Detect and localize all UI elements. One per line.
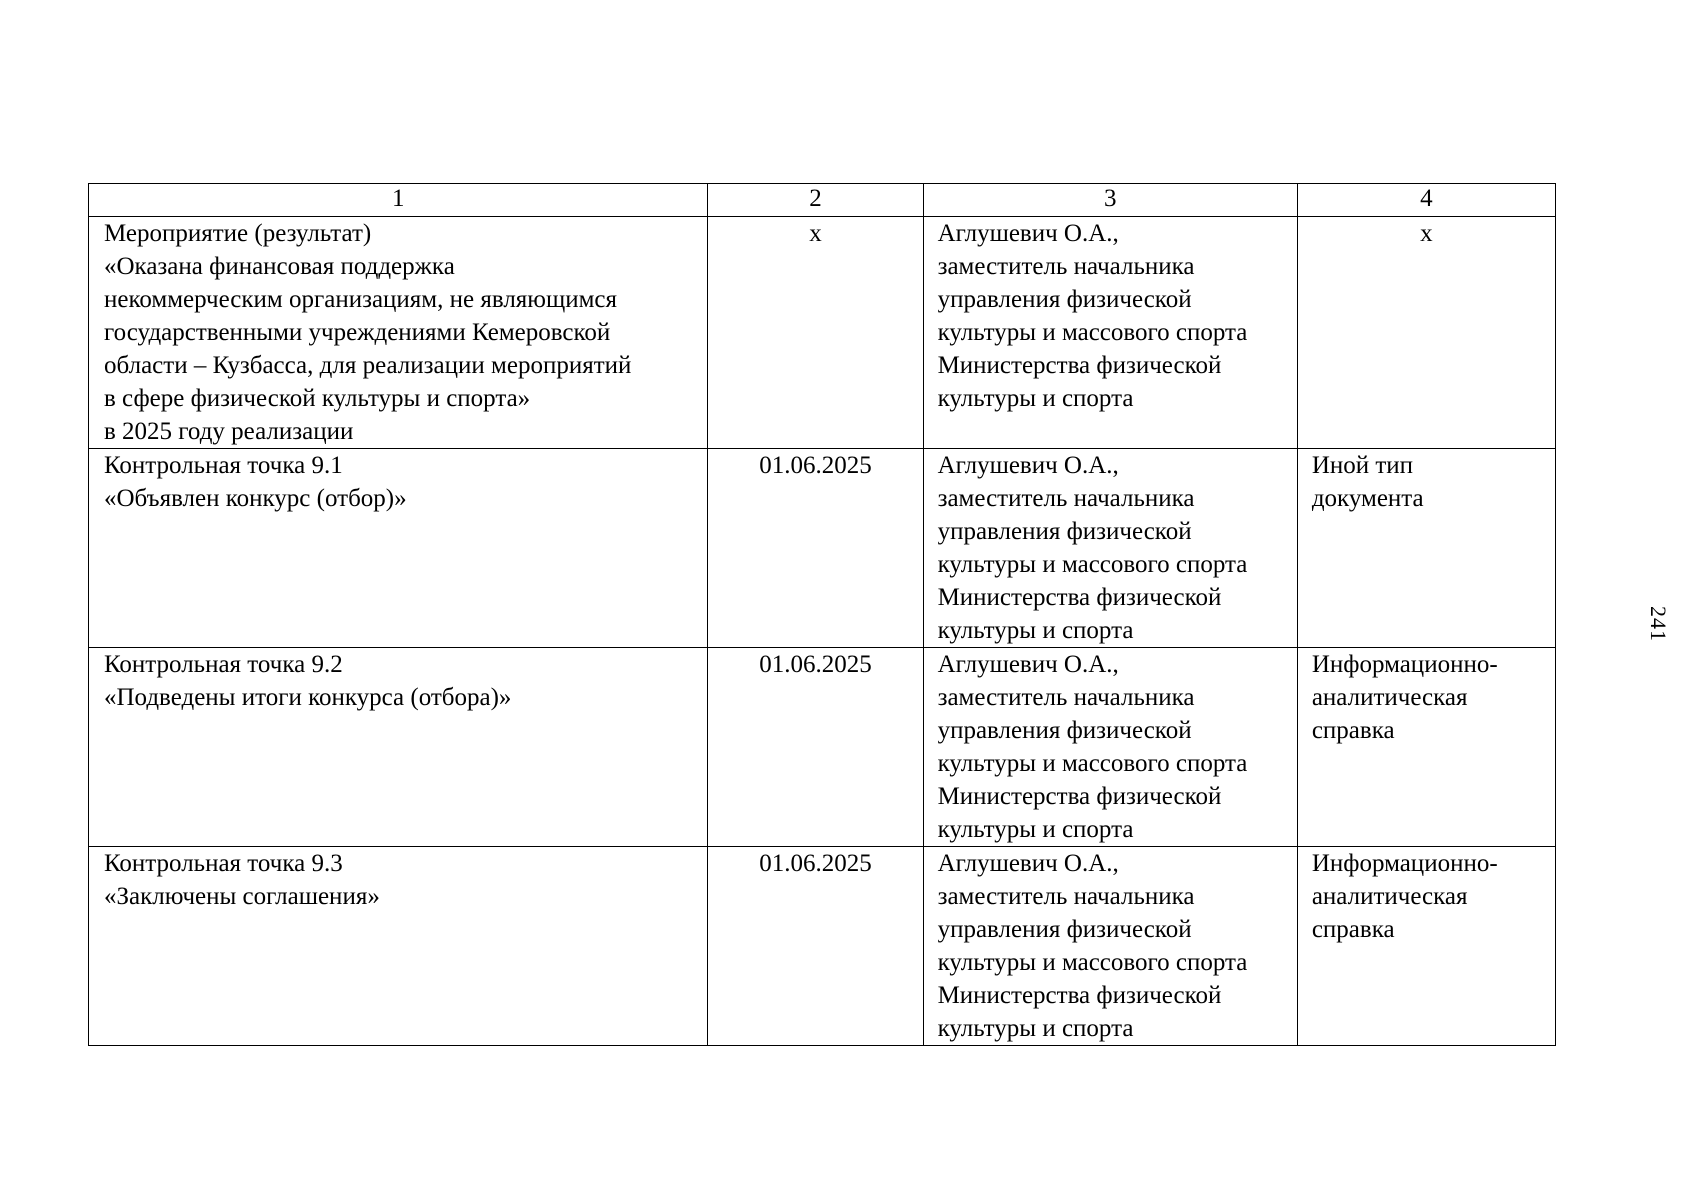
column-number-1: 1 <box>89 184 708 217</box>
document-type-cell <box>1297 648 1555 847</box>
responsible-person: Аглушевич О.А., заместитель начальника управления физической культуры и массового спорта Министерства физической культуры и спорта <box>937 651 1248 843</box>
document-type: Иной тип документа <box>1311 452 1424 512</box>
date-cell <box>708 449 923 648</box>
document-type-cell <box>1297 217 1555 449</box>
date-cell <box>708 217 923 449</box>
date-cell <box>708 648 923 847</box>
column-number-4: 4 <box>1297 184 1555 217</box>
responsible-cell <box>923 217 1297 449</box>
document-type: x <box>1420 220 1433 247</box>
date-value: 01.06.2025 <box>759 452 872 479</box>
event-name: Мероприятие (результат) «Оказана финансовая поддержка некоммерческим организациям, не являющимся государственными учреждениями Кемеровской области – Кузбасса, для реализации мероприятий в сфере физической культуры и спорта» в 2025 году реализации <box>104 220 632 445</box>
checkpoint-name: Контрольная точка 9.3 «Заключены соглашения» <box>104 850 380 910</box>
document-type-cell <box>1297 847 1555 1046</box>
date-value: 01.06.2025 <box>759 651 872 678</box>
column-number-2: 2 <box>708 184 923 217</box>
table-row-event <box>89 217 1556 449</box>
event-name-cell <box>89 217 708 449</box>
checkpoint-name-cell <box>89 648 708 847</box>
document-type: Информационно- аналитическая справка <box>1311 850 1498 943</box>
responsible-cell <box>923 847 1297 1046</box>
date-value: x <box>809 220 822 247</box>
column-number-3: 3 <box>923 184 1297 217</box>
responsible-person: Аглушевич О.А., заместитель начальника управления физической культуры и массового спорта Министерства физической культуры и спорта <box>937 850 1248 1042</box>
responsible-cell <box>923 648 1297 847</box>
plan-table <box>88 183 1556 1046</box>
checkpoint-name-cell <box>89 847 708 1046</box>
table-row-checkpoint-9-1 <box>89 449 1556 648</box>
date-cell <box>708 847 923 1046</box>
checkpoint-name: Контрольная точка 9.2 «Подведены итоги конкурса (отбора)» <box>104 651 512 711</box>
page-number: 241 <box>1646 606 1671 642</box>
table-row-checkpoint-9-2 <box>89 648 1556 847</box>
responsible-person: Аглушевич О.А., заместитель начальника управления физической культуры и массового спорта Министерства физической культуры и спорта <box>937 452 1248 644</box>
date-value: 01.06.2025 <box>759 850 872 877</box>
table-header-row <box>89 184 1556 217</box>
responsible-cell <box>923 449 1297 648</box>
document-type-cell <box>1297 449 1555 648</box>
table-row-checkpoint-9-3 <box>89 847 1556 1046</box>
checkpoint-name: Контрольная точка 9.1 «Объявлен конкурс (отбор)» <box>104 452 407 512</box>
checkpoint-name-cell <box>89 449 708 648</box>
document-type: Информационно- аналитическая справка <box>1311 651 1498 744</box>
responsible-person: Аглушевич О.А., заместитель начальника управления физической культуры и массового спорта Министерства физической культуры и спорта <box>937 220 1248 412</box>
